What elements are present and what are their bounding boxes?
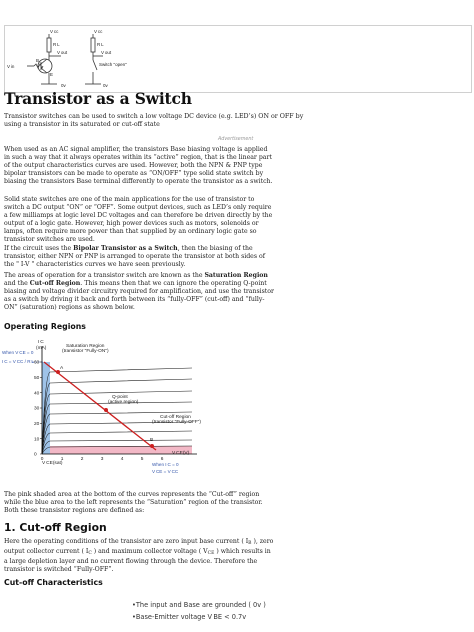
y-axis-unit: (mA) xyxy=(36,346,47,351)
paragraph-solid-state: Solid state switches are one of the main applications for the use of transistor to switch a DC output “ON” or “OFF”. Some output devices, such as LED’s only require a few milliamps at logic level DC voltages and can therefore be driven directly by the output of a logic gate. However, high power devices such as motors, solenoids or lamps, often require more power than that supplied by an ordinary logic gate so transistor switches are used. xyxy=(4,196,273,243)
gnd-right-label: 0v xyxy=(103,83,108,88)
saturation-region-label: Saturation Region xyxy=(66,344,105,349)
qpoint-marker xyxy=(104,408,108,412)
y-tick-label: 10 xyxy=(34,437,40,443)
gnd-left-label: 0v xyxy=(61,83,66,88)
when-vce-zero-label: When V CE = 0 xyxy=(2,350,34,355)
paragraph-intro: When used as an AC signal amplifier, the transistors Base biasing voltage is applied in such a way that it always operates within its “active” region, that is the linear part of the output characteristics curves are used. However, both the NPN & PNP type bipolar transistors can be made to operate as “ON/OFF” type solid state switch by biasing the transistors Base terminal differently to operate the transistor as a switch. xyxy=(4,146,273,185)
transistor-switch-circuit-diagram xyxy=(5,26,471,92)
switch-label: Switch "open" xyxy=(99,62,127,67)
heading-cutoff-region: 1. Cut-off Region xyxy=(4,521,107,534)
x-tick-label: 5 xyxy=(140,457,144,462)
vcc-right-label: V cc xyxy=(94,29,103,34)
p6-sub-ib: B xyxy=(248,541,252,546)
x-tick-label: 4 xyxy=(120,457,124,462)
cutoff-region-label: Cut-off Region xyxy=(160,415,191,420)
p6-text-a: Here the operating conditions of the transistor are zero input base current ( I xyxy=(4,538,249,545)
load-line xyxy=(44,362,156,450)
hero-circuit-image xyxy=(4,25,472,93)
operating-regions-graph xyxy=(2,334,212,484)
x-tick-label: 6 xyxy=(160,457,164,462)
e-label: E xyxy=(50,72,54,77)
x-tick-label: 3 xyxy=(100,457,104,462)
heading-operating-regions: Operating Regions xyxy=(4,322,86,331)
point-b-marker xyxy=(150,444,154,448)
cutoff-area xyxy=(42,446,192,454)
y-tick-label: 0 xyxy=(34,452,37,458)
p6-sub-vce: CE xyxy=(207,550,215,556)
y-tick-label: 50 xyxy=(34,375,40,381)
point-a-label: A xyxy=(60,366,64,371)
p6-sub-ic: C xyxy=(88,550,92,556)
qpoint-sub-label: (active region) xyxy=(108,400,139,405)
when-ic-zero-label: When I C = 0 xyxy=(152,462,179,467)
page-description: Transistor switches can be used to switch a low voltage DC device (e.g. LED’s) ON or OFF by using a transistor in its saturated or cut-off state xyxy=(4,113,304,129)
rl-right-label: R L xyxy=(97,42,104,47)
paragraph-cutoff-conditions xyxy=(4,538,274,574)
ic-formula-label: I C = V CC / R L xyxy=(2,359,34,364)
p3-text-b: , then the biasing of the transistor, either NPN or PNP is arranged to operate the transistor at both sides of the " I-V " characteristics curves we have seen previously. xyxy=(4,245,266,268)
vin-label: V in xyxy=(7,64,15,69)
p4-bold-cutoff: Cut-off Region xyxy=(29,279,81,287)
p6-text-c: ) and maximum collector voltage ( V xyxy=(91,547,208,555)
list-item: • The input and Base are grounded ( 0v ) xyxy=(132,600,266,612)
cutoff-characteristics-list xyxy=(132,600,266,623)
y-tick-label: 20 xyxy=(34,421,40,427)
x-tick-label: 1 xyxy=(60,457,64,462)
p4-text-c: . This means then that we can ignore the operating Q-point biasing and voltage divider circuitry required for amplification, and use the transistor as a switch by driving it back and forth between its “fully-OFF” (cut-off) and “fully-ON” (saturation) regions as shown below. xyxy=(4,279,274,311)
paragraph-regions-defined: The pink shaded area at the bottom of the curves represents the “Cut-off” region while the blue area to the left represents the “Saturation” region of the transistor. Both these transistor regions are defined as: xyxy=(4,491,263,514)
vce-formula-label: V CE = V CC xyxy=(152,469,179,474)
p4-bold-saturation: Saturation Region xyxy=(204,272,268,279)
y-tick-label: 60 xyxy=(34,360,40,366)
vcc-left-label: V cc xyxy=(50,29,59,34)
p6-text-d: ) which results in a large depletion layer and no current flowing through the device. Therefore the transistor is switched “Fully-OFF”. xyxy=(4,547,271,573)
rl-left-label: R L xyxy=(53,42,60,47)
y-tick-group xyxy=(34,360,42,458)
paragraph-bipolar-switch xyxy=(4,245,274,269)
y-tick-label: 40 xyxy=(34,391,40,397)
paragraph-operating-areas xyxy=(4,272,274,312)
vce-sat-label: V CE(sat) xyxy=(42,461,63,466)
page-title: Transistor as a Switch xyxy=(4,89,192,108)
p3-text-a: If the circuit uses the xyxy=(4,245,74,252)
p6-text-b: ), zero output collector current ( I xyxy=(4,538,274,555)
p3-bold: Bipolar Transistor as a Switch xyxy=(73,245,178,252)
p4-text-a: The areas of operation for a transistor switch are known as the xyxy=(4,272,205,279)
characteristic-curves xyxy=(42,368,192,454)
heading-cutoff-characteristics: Cut-off Characteristics xyxy=(4,578,103,587)
cutoff-sub-label: (transistor "Fully-OFF") xyxy=(152,420,201,425)
b-label: B xyxy=(36,58,40,63)
x-axis-label: V CE(V) xyxy=(172,451,190,456)
p4-text-b: and the xyxy=(4,279,30,287)
y-axis-label: I C xyxy=(38,340,44,345)
vout-left-label: V out xyxy=(57,50,68,55)
x-tick-label: 2 xyxy=(80,457,84,462)
point-b-label: B xyxy=(150,438,154,443)
list-item: • Base-Emitter voltage V BE < 0.7v xyxy=(132,612,266,624)
qpoint-label: Q-point xyxy=(112,395,128,400)
x-tick-label: 0 xyxy=(40,457,44,462)
saturation-sub-label: (transistor "Fully-ON") xyxy=(62,349,109,354)
y-tick-label: 30 xyxy=(34,406,40,412)
vout-right-label: V out xyxy=(101,50,112,55)
advertisement-label: Advertisement xyxy=(218,137,254,142)
